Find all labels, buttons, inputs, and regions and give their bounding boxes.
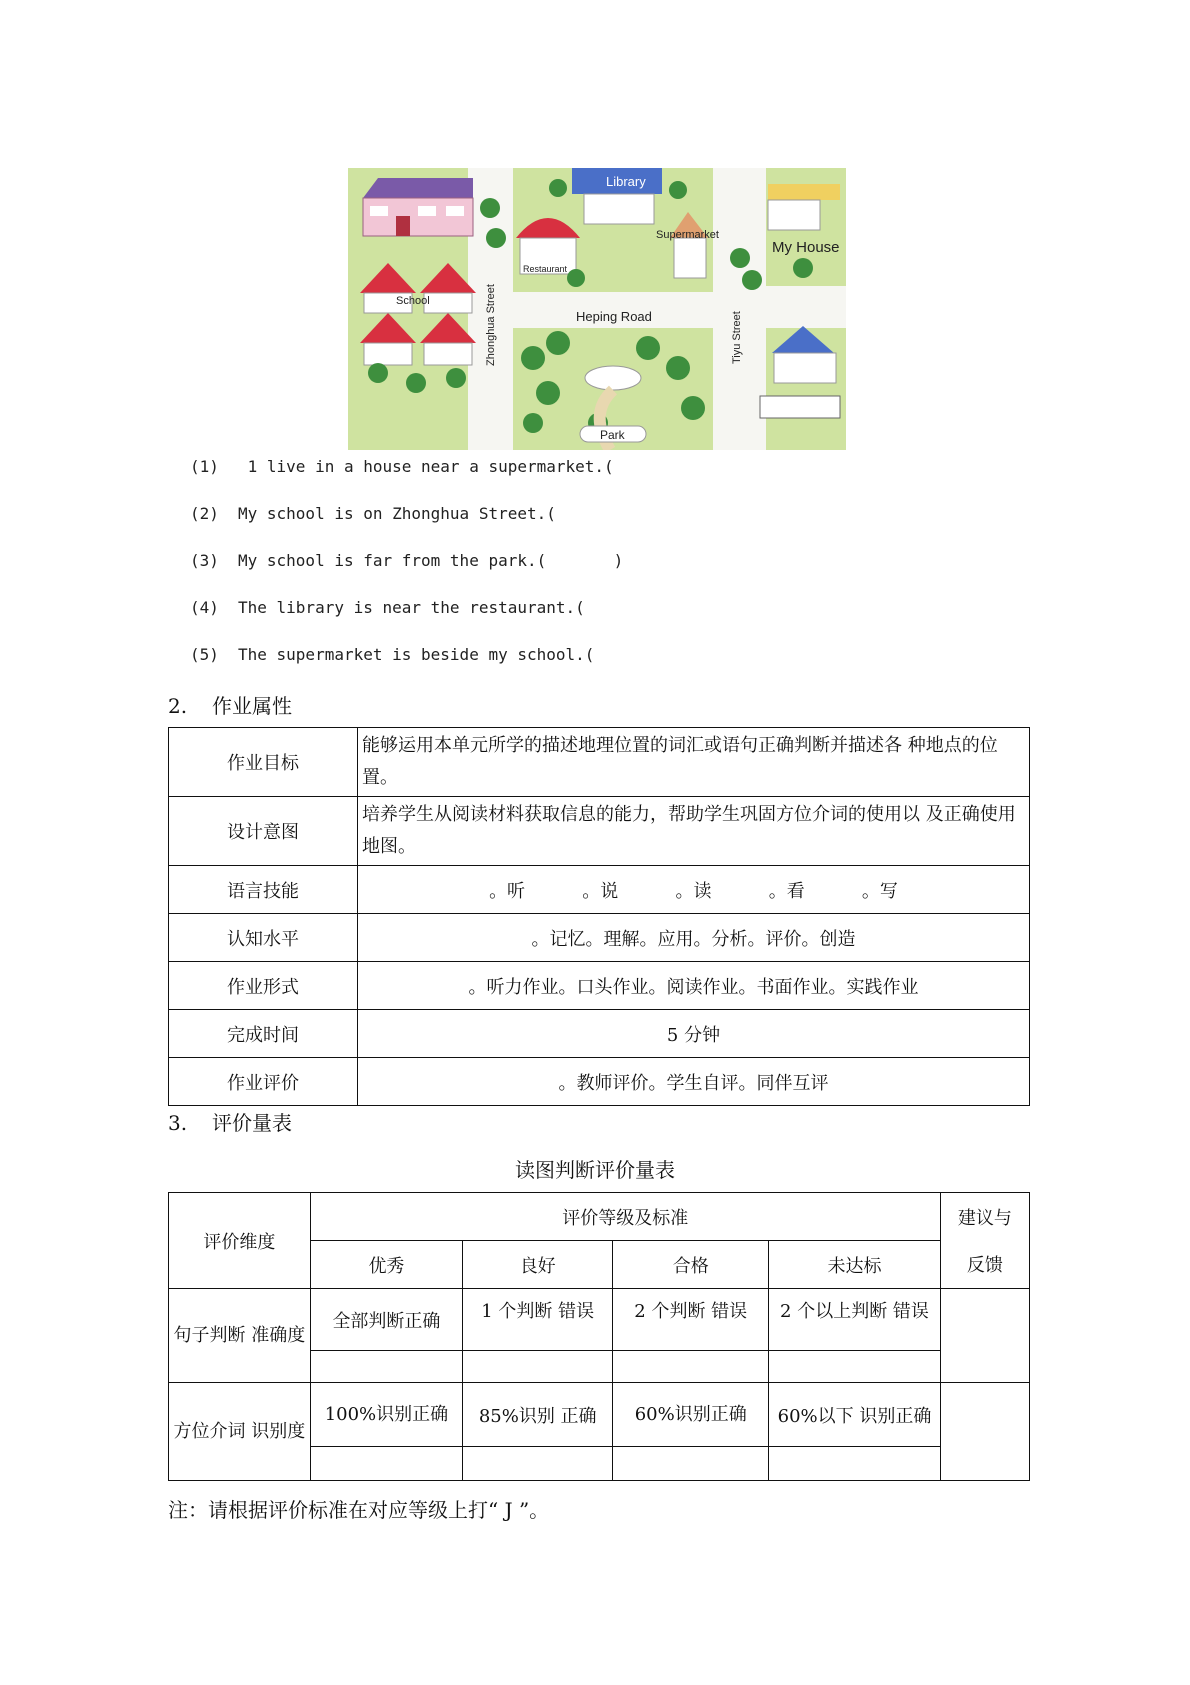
- supermarket-label: Supermarket: [656, 229, 719, 241]
- question-number: (2): [190, 504, 219, 523]
- question-text: 1 live in a house near a supermarket.(: [238, 457, 614, 476]
- feedback-header: 建议与: [940, 1193, 1029, 1241]
- rubric-dimension: 方位介词 识别度: [169, 1383, 311, 1481]
- attr-key: 认知水平: [169, 914, 358, 962]
- feedback-header: 反馈: [940, 1241, 1029, 1289]
- attr-row: [169, 962, 1030, 1010]
- level-header: 合格: [613, 1241, 769, 1289]
- school-label: School: [396, 295, 430, 307]
- question-1: [190, 457, 614, 476]
- attr-key: 作业形式: [169, 962, 358, 1010]
- park-label: Park: [600, 428, 625, 442]
- attr-row: [169, 914, 1030, 962]
- section-title: 作业属性: [212, 694, 292, 718]
- attr-value: 。记忆。理解。应用。分析。评价。创造: [358, 914, 1030, 962]
- question-4: [190, 598, 585, 617]
- attr-row: [169, 1010, 1030, 1058]
- check-cell[interactable]: [769, 1447, 941, 1481]
- rubric-criterion: 1 个判断 错误: [463, 1289, 613, 1351]
- feedback-cell[interactable]: [940, 1289, 1029, 1383]
- feedback-cell[interactable]: [940, 1383, 1029, 1481]
- rubric-row: [169, 1289, 1030, 1351]
- rubric-dimension: 句子判断 准确度: [169, 1289, 311, 1383]
- dimension-header: 评价维度: [169, 1193, 311, 1289]
- rubric-row: [169, 1383, 1030, 1447]
- check-cell[interactable]: [613, 1351, 769, 1383]
- my-house-label: My House: [772, 239, 840, 256]
- check-cell[interactable]: [463, 1351, 613, 1383]
- check-cell[interactable]: [769, 1351, 941, 1383]
- question-5: [190, 645, 594, 664]
- rubric-criterion: 60%识别正确: [613, 1383, 769, 1447]
- attr-value: 。教师评价。学生自评。同伴互评: [358, 1058, 1030, 1106]
- level-header: 优秀: [310, 1241, 462, 1289]
- section-2-heading: [168, 690, 292, 719]
- rubric-criterion: 100%识别正确: [310, 1383, 462, 1447]
- attr-row: [169, 797, 1030, 866]
- check-cell[interactable]: [463, 1447, 613, 1481]
- note: 注：请根据评价标准在对应等级上打“ J ”。: [168, 1498, 550, 1522]
- question-number: (5): [190, 645, 219, 664]
- map-illustration: [348, 168, 846, 450]
- section-number: 3.: [168, 1111, 188, 1135]
- question-number: (1): [190, 457, 219, 476]
- section-number: 2.: [168, 694, 188, 718]
- rubric-criterion: 85%识别 正确: [463, 1383, 613, 1447]
- library-label: Library: [606, 174, 646, 189]
- heping-road-label: Heping Road: [576, 309, 652, 324]
- attr-key: 作业评价: [169, 1058, 358, 1106]
- check-cell[interactable]: [613, 1447, 769, 1481]
- rubric-criterion: 全部判断正确: [310, 1289, 462, 1351]
- rubric-criterion: 2 个以上判断 错误: [769, 1289, 941, 1351]
- attr-row: [169, 728, 1030, 797]
- level-header: 良好: [463, 1241, 613, 1289]
- question-text: The supermarket is beside my school.(: [238, 645, 595, 664]
- attr-row: [169, 866, 1030, 914]
- rubric-header-row: [169, 1193, 1030, 1241]
- attr-value: 培养学生从阅读材料获取信息的能力，帮助学生巩固方位介词的使用以 及正确使用地图。: [358, 797, 1030, 866]
- levels-header: 评价等级及标准: [310, 1193, 940, 1241]
- section-3-heading: [168, 1107, 292, 1136]
- question-text: My school is on Zhonghua Street.(: [238, 504, 556, 523]
- attr-row: [169, 1058, 1030, 1106]
- attr-key: 完成时间: [169, 1010, 358, 1058]
- attr-key: 作业目标: [169, 728, 358, 797]
- tiyu-street-label: Tiyu Street: [731, 311, 743, 364]
- question-3: [190, 551, 623, 570]
- question-text: The library is near the restaurant.(: [238, 598, 585, 617]
- attr-key: 设计意图: [169, 797, 358, 866]
- section-title: 评价量表: [212, 1111, 292, 1135]
- attr-value: 。听力作业。口头作业。阅读作业。书面作业。实践作业: [358, 962, 1030, 1010]
- question-number: (4): [190, 598, 219, 617]
- check-cell[interactable]: [310, 1447, 462, 1481]
- question-text: My school is far from the park.( ): [238, 551, 624, 570]
- question-number: (3): [190, 551, 219, 570]
- attr-value: 。听 。说 。读 。看 。写: [358, 866, 1030, 914]
- rubric-criterion: 2 个判断 错误: [613, 1289, 769, 1351]
- rubric-table: [168, 1192, 1030, 1481]
- attr-key: 语言技能: [169, 866, 358, 914]
- rubric-title: 读图判断评价量表: [515, 1158, 675, 1182]
- question-2: [190, 504, 556, 523]
- rubric-criterion: 60%以下 识别正确: [769, 1383, 941, 1447]
- check-cell[interactable]: [310, 1351, 462, 1383]
- zhonghua-street-label: Zhonghua Street: [485, 284, 497, 366]
- attr-value: 能够运用本单元所学的描述地理位置的词汇或语句正确判断并描述各 种地点的位置。: [358, 728, 1030, 797]
- level-header: 未达标: [769, 1241, 941, 1289]
- restaurant-label: Restaurant: [523, 264, 568, 274]
- attributes-table: [168, 727, 1030, 1106]
- attr-value: 5 分钟: [358, 1010, 1030, 1058]
